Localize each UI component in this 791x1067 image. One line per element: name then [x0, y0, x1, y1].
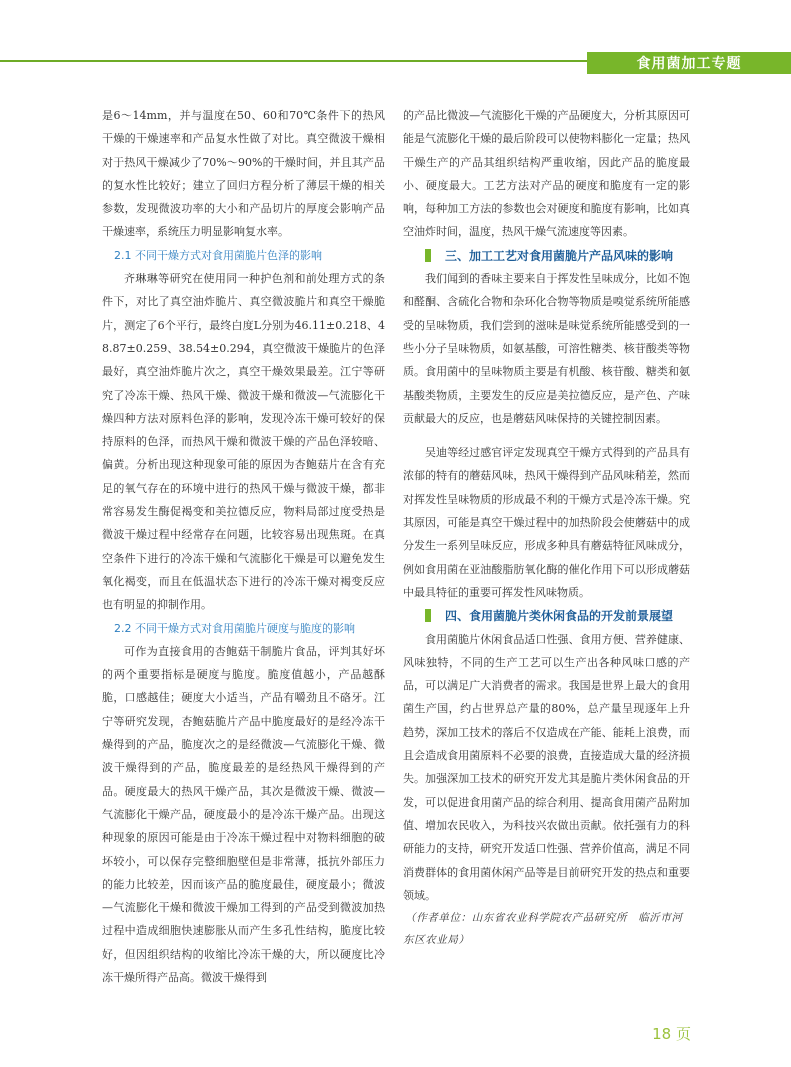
paragraph: 食用菌脆片休闲食品适口性强、食用方便、营养健康、风味独特，不同的生产工艺可以生产出各种风味口感的产品，可以满足广大消费者的需求。我国是世界上最大的食用菌生产国，约占世界总产量的80%，总产量呈现逐年上升趋势，深加工技术的落后不仅造成在产能、能耗上浪费，而且会造成食用菌原料不必要的浪费，直接造成大量的经济损失。加强深加工技术的研究开发尤其是脆片类休闲食品的开发，可以促进食用菌产品的综合利用、提高食用菌产品附加值、增加农民收入，为科技兴农做出贡献。依托强有力的科研能力的支持，研究开发适口性强、营养价值高，满足不同消费群体的食用菌休闲产品等是目前研究开发的热点和重要领域。: [403, 632, 690, 902]
author-affiliation: （作者单位：山东省农业科学院农产品研究所 临沂市河东区农业局）: [403, 912, 683, 947]
paragraph-gap: [403, 430, 690, 441]
section-heading-3: [403, 244, 690, 267]
left-column: [102, 104, 385, 989]
subsection-heading-2-2: 2.2 不同干燥方式对食用菌脆片硬度与脆度的影响: [114, 621, 355, 635]
paragraph: 齐琳琳等研究在使用同一种护色剂和前处理方式的条件下，对比了真空油炸脆片、真空微波脆片和真空干燥脆片，测定了6个平行，最终白度L分别为46.11±0.218、48.87±0.259、38.54±0.294，真空微波干燥脆片的色泽最好，真空油炸脆片次之，真空干燥效果最差。江宁等研究了冷冻干燥、热风干燥、微波干燥和微波—气流膨化干燥四种方法对原料色泽的影响，发现冷冻干燥可较好的保持原料的色泽，而热风干燥和微波干燥的产品色泽较暗、偏黄。分析出现这种现象可能的原因为杏鲍菇片在含有充足的氧气存在的环境中进行的热风干燥与微波干燥，都非常容易发生酶促褐变和美拉德反应，物料局部过度受热是微波干燥过程中经常存在问题，比较容易出现焦斑。在真空条件下进行的冷冻干燥和气流膨化干燥是可以避免发生氧化褐变，而且在低温状态下进行的冷冻干燥对褐变反应也有明显的抑制作用。: [102, 272, 385, 612]
subsection-heading-2-1: 2.1 不同干燥方式对食用菌脆片色泽的影响: [114, 248, 322, 262]
header-rule: [0, 60, 587, 62]
paragraph: 可作为直接食用的杏鲍菇干制脆片食品，评判其好坏的两个重要指标是硬度与脆度。脆度值越小，产品越酥脆，口感越佳；硬度大小适当，产品有嚼劲且不硌牙。江宁等研究发现，杏鲍菇脆片产品中脆度最好的是经冷冻干燥得到的产品，脆度次之的是经微波—气流膨化干燥、微波干燥得到的产品，脆度最差的是经热风干燥得到的产品。硬度最大的热风干燥产品，其次是微波干燥、微波—气流膨化干燥产品，硬度最小的是冷冻干燥产品。出现这种现象的原因可能是由于冷冻干燥过程中对物料细胞的破坏较小，可以保存完整细胞壁但是非常薄，抵抗外部压力的能力比较差，因而该产品的脆度最佳，硬度最小；微波—气流膨化干燥和微波干燥加工得到的产品受到微波加热过程中造成细胞快速膨胀从而产生多孔性结构，脆度比较好，但因组织结构的收缩比冷冻干燥的大，所以硬度比冷冻干燥所得产品高。微波干燥得到: [102, 644, 385, 984]
heading-marker: [425, 609, 431, 622]
paragraph: 的产品比微波—气流膨化干燥的产品硬度大，分析其原因可能是气流膨化干燥的最后阶段可以使物料膨化一定量；热风干燥生产的产品其组织结构严重收缩，因此产品的脆度最小、硬度最大。工艺方法对产品的硬度和脆度有一定的影响，每种加工方法的参数也会对硬度和脆度有影响，比如真空油炸时间，温度，热风干燥气流速度等因素。: [403, 109, 690, 239]
paragraph: 我们闻到的香味主要来自于挥发性呈味成分，比如不饱和醛酮、含硫化合物和杂环化合物等物质是嗅觉系统所能感受的呈味物质，我们尝到的滋味是味觉系统所能感受到的一些小分子呈味物质，如氨基酸，可溶性糖类、核苷酸类等物质。食用菌中的呈味物质主要是有机酸、核苷酸、糖类和氨基酸类物质，主要发生的反应是美拉德反应，是产色、产味贡献最大的反应，也是蘑菇风味保持的关键控制因素。: [403, 272, 690, 425]
right-column: [403, 104, 690, 951]
page-number: 18 页: [652, 1025, 691, 1043]
section-heading-text: 三、加工工艺对食用菌脆片产品风味的影响: [445, 248, 674, 263]
section-heading-text: 四、食用菌脆片类休闲食品的开发前景展望: [445, 609, 674, 624]
heading-marker: [425, 249, 431, 262]
section-heading-4: [403, 604, 690, 627]
paragraph: 是6～14mm，并与温度在50、60和70℃条件下的热风干燥的干燥速率和产品复水性做了对比。真空微波干燥相对于热风干燥减少了70%～90%的干燥时间，并且其产品的复水性比较好；建立了回归方程分析了薄层干燥的相关参数，发现微波功率的大小和产品切片的厚度会影响产品干燥速率，系统压力明显影响复水率。: [102, 109, 385, 239]
paragraph: 吴迪等经过感官评定发现真空干燥方式得到的产品具有浓郁的特有的蘑菇风味，热风干燥得到产品风味稍差，然而对挥发性呈味物质的形成最不利的干燥方式是冷冻干燥。究其原因，可能是真空干燥过程中的加热阶段会使蘑菇中的成分发生一系列呈味反应，形成多种具有蘑菇特征风味成分，例如食用菌在亚油酸脂肪氧化酶的催化作用下可以形成蘑菇中最具特征的重要可挥发性风味物质。: [403, 446, 690, 599]
section-tag: 食用菌加工专题: [587, 52, 791, 74]
